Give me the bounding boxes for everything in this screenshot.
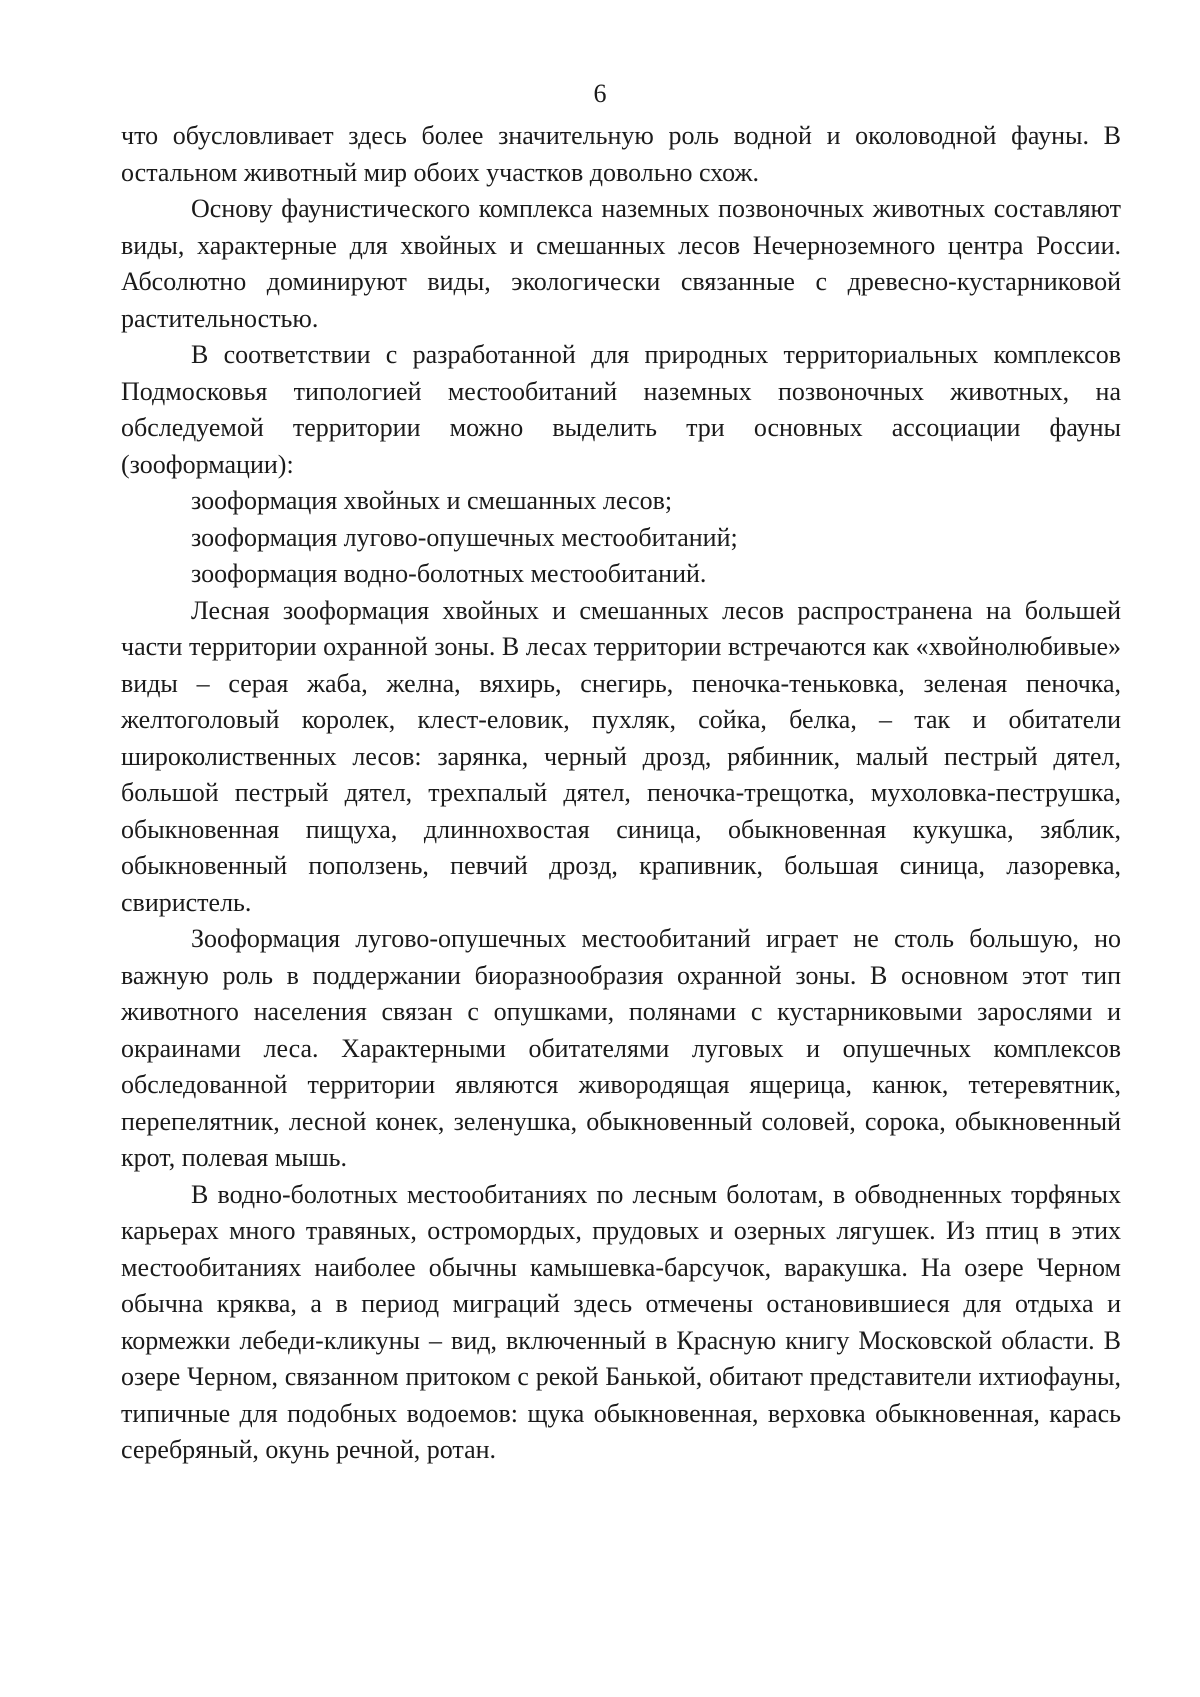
list-item-zooformation-wetland: зооформация водно-болотных местообитаний. <box>191 559 707 588</box>
paragraph-meadow-zooformation: Зооформация лугово-опушечных местообитаний играет не столь большую, но важную роль в поддержании биоразнообразия охранной зоны. В основном этот тип животного населения связан с опушками, полянами с кустарниковыми зарослями и окраинами леса. Характерными обитателями луговых и опушечных комплексов обследованной территории являются живородящая ящерица, канюк, тетеревятник, перепелятник, лесной конек, зеленушка, обыкновенный соловей, сорока, обыкновенный крот, полевая мышь. <box>121 924 1121 1172</box>
paragraph-fauna-basis: Основу фаунистического комплекса наземных позвоночных животных составляют виды, характерные для хвойных и смешанных лесов Нечерноземного центра России. Абсолютно доминируют виды, экологически связанные с древесно-кустарниковой растительностью. <box>121 194 1121 333</box>
page-number: 6 <box>593 79 607 108</box>
paragraph-zooformation-typology: В соответствии с разработанной для природных территориальных комплексов Подмосковья типологией местообитаний наземных позвоночных животных, на обследуемой территории можно выделить три основных ассоциации фауны (зооформации): <box>121 340 1121 479</box>
list-item-zooformation-meadow: зооформация лугово-опушечных местообитаний; <box>191 522 738 552</box>
paragraph-wetland-zooformation: В водно-болотных местообитаниях по лесным болотам, в обводненных торфяных карьерах много травяных, остромордых, прудовых и озерных лягушек. Из птиц в этих местообитаниях наиболее обычны камышевка-барсучок, варакушка. На озере Черном обычна кряква, а в период миграций здесь отмечены остановившиеся для отдыха и кормежки лебеди-кликуны – вид, включенный в Красную книгу Московской области. В озере Черном, связанном притоком с рекой Банькой, обитают представители ихтиофауны, типичные для подобных водоемов: щука обыкновенная, верховка обыкновенная, карась серебряный, окунь речной, ротан. <box>121 1179 1121 1464</box>
paragraph-forest-zooformation: Лесная зооформация хвойных и смешанных лесов распространена на большей части территории охранной зоны. В лесах территории встречаются как «хвойнолюбивые» виды – серая жаба, желна, вяхирь, снегирь, пеночка-теньковка, зеленая пеночка, желтоголовый королек, клест-еловик, пухляк, сойка, белка, – так и обитатели широколиственных лесов: зарянка, черный дрозд, рябинник, малый пестрый дятел, большой пестрый дятел, трехпалый дятел, пеночка-трещотка, мухоловка-пеструшка, обыкновенная пищуха, длиннохвостая синица, обыкновенная кукушка, зяблик, обыкновенный поползень, певчий дрозд, крапивник, большая синица, лазоревка, свиристель. <box>121 595 1121 917</box>
document-body <box>121 118 1121 1469</box>
list-item-zooformation-forest: зооформация хвойных и смешанных лесов; <box>191 486 673 515</box>
paragraph-intro-continuation: что обусловливает здесь более значительную роль водной и околоводной фауны. В остальном животный мир обоих участков довольно схож. <box>121 121 1121 187</box>
